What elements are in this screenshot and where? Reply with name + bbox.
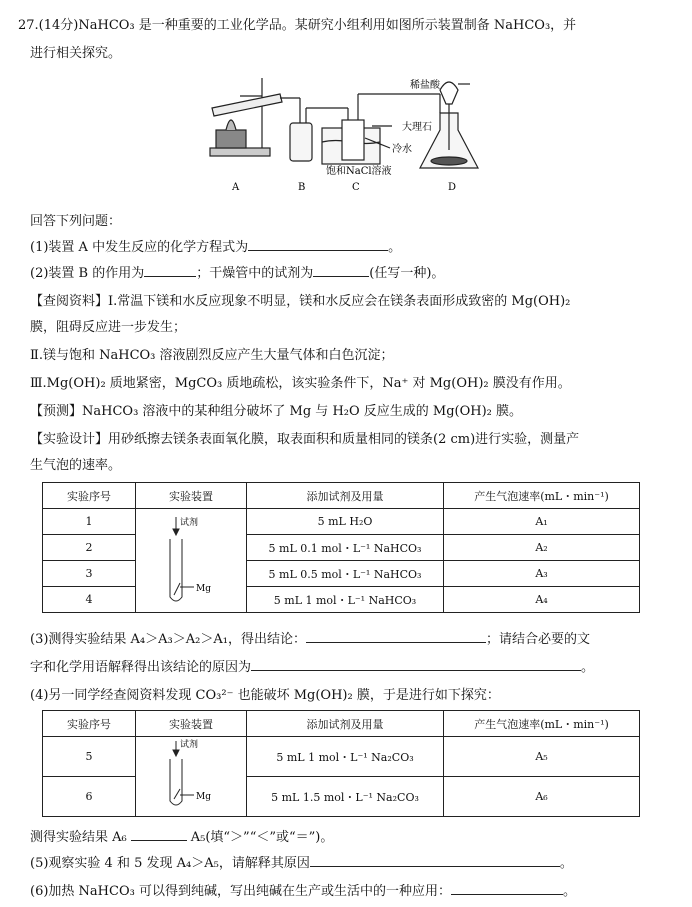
- question-2: (2)装置 B 的作用为 ；干燥管中的试剂为 (任写一种)。: [30, 266, 445, 281]
- svg-text:试剂: 试剂: [180, 740, 199, 750]
- svg-text:Mg: Mg: [196, 792, 211, 802]
- design-a: 【实验设计】用砂纸擦去镁条表面氧化膜，取表面积和质量相同的镁条(2 cm)进行实验，测量产: [30, 432, 580, 447]
- label-nacl: 饱和NaCl溶液: [326, 166, 392, 177]
- table-row: 3 5 mL 0.5 mol・L⁻¹ NaHCO₃ A₃: [43, 561, 640, 587]
- label-a: A: [232, 182, 240, 193]
- table-row: 6 5 mL 1.5 mol・L⁻¹ Na₂CO₃ A₆: [43, 777, 640, 817]
- reference-1b: 膜，阻碍反应进一步发生；: [30, 320, 187, 335]
- intro-line-1: 27.(14分)NaHCO₃ 是一种重要的工业化学品。某研究小组利用如图所示装置制备 NaHCO₃，并: [18, 18, 577, 33]
- reference-3: Ⅲ.Mg(OH)₂ 质地紧密，MgCO₃ 质地疏松，该实验条件下，Na⁺ 对 Mg(OH)₂ 膜没有作用。: [30, 376, 571, 391]
- question-6: (6)加热 NaHCO₃ 可以得到纯碱，写出纯碱在生产或生活中的一种应用： 。: [30, 884, 576, 899]
- table-row: 5 试剂 Mg 5 mL 1 mol・L⁻¹ Na₂CO₃ A₅: [43, 737, 640, 777]
- question-3a: (3)测得实验结果 A₄＞A₃＞A₂＞A₁，得出结论： ；请结合必要的文: [30, 632, 590, 647]
- label-c: C: [352, 182, 360, 193]
- experiment-table-1: [42, 482, 640, 613]
- svg-text:试剂: 试剂: [180, 518, 199, 528]
- question-5: (5)观察实验 4 和 5 发现 A₄＞A₅，请解释其原因 。: [30, 856, 573, 871]
- flame: [226, 120, 236, 130]
- svg-text:Mg: Mg: [196, 584, 211, 594]
- flask-c: [342, 120, 364, 160]
- prediction: 【预测】NaHCO₃ 溶液中的某种组分破坏了 Mg 与 H₂O 反应生成的 Mg(OH)₂ 膜。: [30, 404, 523, 419]
- th-apparatus: 实验装置: [136, 483, 247, 509]
- th-num: 实验序号: [43, 483, 136, 509]
- question-1: (1)装置 A 中发生反应的化学方程式为 。: [30, 240, 402, 255]
- test-tube-icon: [136, 509, 246, 609]
- question-4b: 测得实验结果 A₆ A₅(填“＞”“＜”或“＝”)。: [30, 830, 334, 845]
- table-row: 1 试剂 Mg 5 mL H₂O A₁: [43, 509, 640, 535]
- bottle-b: [290, 123, 312, 161]
- burner-block: [216, 130, 246, 148]
- th-reagent: 添加试剂及用量: [247, 483, 444, 509]
- label-acid: 稀盐酸: [410, 80, 440, 91]
- stand-base: [210, 148, 270, 156]
- answer-prompt: 回答下列问题：: [30, 214, 122, 229]
- label-b: B: [298, 182, 306, 193]
- marble-chips: [431, 157, 467, 165]
- table-row: 2 5 mL 0.1 mol・L⁻¹ NaHCO₃ A₂: [43, 535, 640, 561]
- label-cold-water: 冷水: [392, 144, 412, 155]
- dropping-funnel: [440, 82, 458, 104]
- question-4: (4)另一同学经查阅资料发现 CO₃²⁻ 也能破坏 Mg(OH)₂ 膜，于是进行如下探究：: [30, 688, 500, 703]
- apparatus-cell: [136, 509, 247, 613]
- apparatus-cell: [136, 737, 247, 817]
- table-row: 4 5 mL 1 mol・L⁻¹ NaHCO₃ A₄: [43, 587, 640, 613]
- label-d: D: [448, 182, 457, 193]
- th-rate: 产生气泡速率(mL・min⁻¹): [444, 483, 640, 509]
- reference-2: Ⅱ.镁与饱和 NaHCO₃ 溶液剧烈反应产生大量气体和白色沉淀；: [30, 348, 394, 363]
- intro-line-2: 进行相关探究。: [30, 46, 122, 61]
- test-tube-a: [212, 94, 282, 116]
- experiment-table-2: 实验序号 实验装置 添加试剂及用量 产生气泡速率(mL・min⁻¹) 5 试剂 Mg 5 mL 1 mol・L⁻¹ Na₂CO₃ A₅ 6 5 mL 1.5 mol・L⁻¹ Na₂CO₃ A₆: [42, 710, 640, 817]
- question-3b: 字和化学用语解释得出该结论的原因为 。: [30, 660, 595, 675]
- reference-1a: 【查阅资料】Ⅰ.常温下镁和水反应现象不明显，镁和水反应会在镁条表面形成致密的 Mg(OH)₂: [30, 294, 571, 309]
- apparatus-diagram: [0, 68, 692, 198]
- design-b: 生气泡的速率。: [30, 458, 122, 473]
- test-tube-icon: [136, 737, 246, 813]
- label-marble: 大理石: [402, 122, 432, 133]
